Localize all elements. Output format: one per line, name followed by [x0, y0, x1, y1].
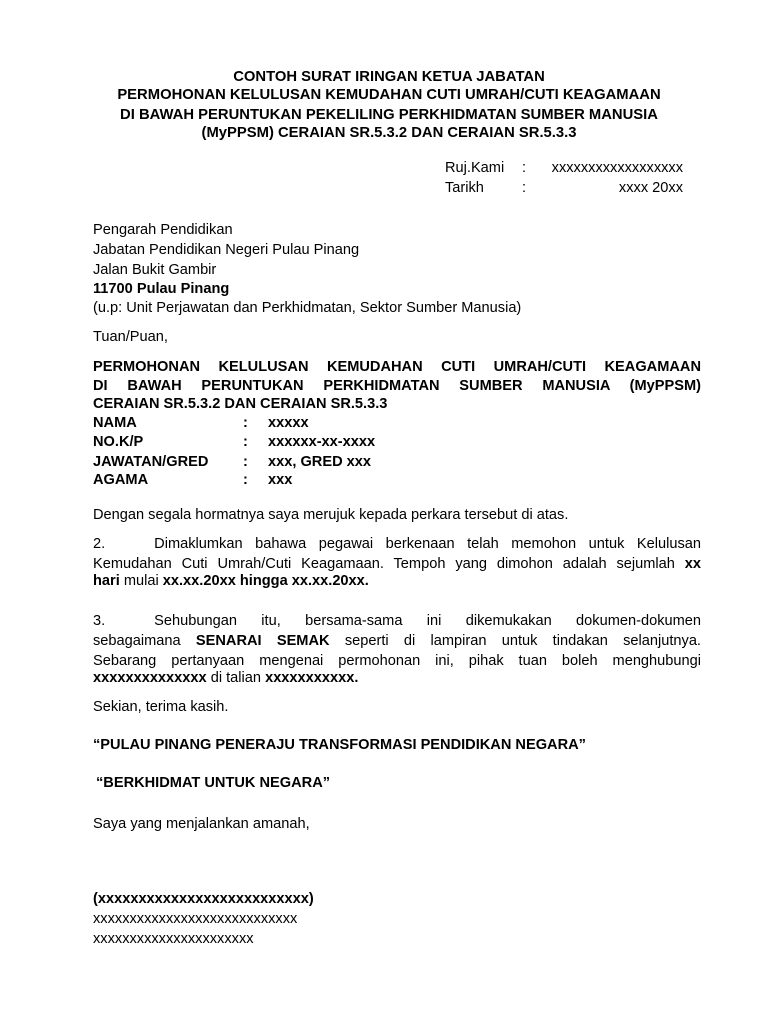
field-label: JAWATAN/GRED [93, 454, 209, 470]
address-line: Jalan Bukit Gambir [93, 262, 217, 278]
salutation: Tuan/Puan, [93, 329, 168, 345]
document-title: CONTOH SURAT IRINGAN KETUA JABATAN [233, 69, 545, 85]
paragraph-3-line: xxxxxxxxxxxxxx di talian xxxxxxxxxxx. [93, 670, 359, 686]
subject-line: DI BAWAH PERUNTUKAN PERKHIDMATAN SUMBER MANUSIA (MyPPSM) [93, 378, 701, 394]
address-line: Jabatan Pendidikan Negeri Pulau Pinang [93, 242, 360, 258]
field-label: NO.K/P [93, 434, 144, 450]
field-value: xxxxx [268, 415, 309, 431]
signatory-office: xxxxxxxxxxxxxxxxxxxxxx [93, 931, 254, 947]
field-label: AGAMA [93, 472, 149, 488]
field-colon: : [243, 472, 248, 488]
paragraph-2-line: hari mulai xx.xx.20xx hingga xx.xx.20xx. [93, 573, 369, 589]
field-label: NAMA [93, 415, 137, 431]
field-colon: : [243, 454, 248, 470]
slogan-1: “PULAU PINANG PENERAJU TRANSFORMASI PENDIDIKAN NEGARA” [93, 737, 586, 753]
document-subtitle-1: PERMOHONAN KELULUSAN KEMUDAHAN CUTI UMRAH/CUTI KEAGAMAAN [117, 87, 661, 103]
closing-line: Sekian, terima kasih. [93, 699, 229, 715]
paragraph-1: Dengan segala hormatnya saya merujuk kepada perkara tersebut di atas. [93, 507, 569, 523]
paragraph-number: 3. [93, 613, 106, 629]
field-colon: : [243, 415, 248, 431]
paragraph-3-line: sebagaimana SENARAI SEMAK seperti di lampiran untuk tindakan selanjutnya. [93, 633, 701, 649]
document-subtitle-2: DI BAWAH PERUNTUKAN PEKELILING PERKHIDMATAN SUMBER MANUSIA [120, 107, 658, 123]
paragraph-number: 2. [93, 536, 106, 552]
paragraph-3-line: 3. Sehubungan itu, bersama-sama ini dikemukakan dokumen-dokumen [93, 613, 701, 629]
signatory-name: (xxxxxxxxxxxxxxxxxxxxxxxxxx) [93, 891, 314, 907]
address-postcode: 11700 Pulau Pinang [93, 281, 230, 297]
field-value: xxx, GRED xxx [268, 454, 372, 470]
field-colon: : [243, 434, 248, 450]
ruj-colon: : [522, 160, 527, 176]
slogan-2: “BERKHIDMAT UNTUK NEGARA” [96, 775, 331, 791]
paragraph-2-line: Kemudahan Cuti Umrah/Cuti Keagamaan. Tempoh yang dimohon adalah sejumlah xx [93, 556, 701, 572]
subject-line: PERMOHONAN KELULUSAN KEMUDAHAN CUTI UMRAH/CUTI KEAGAMAAN [93, 359, 701, 375]
signoff-line: Saya yang menjalankan amanah, [93, 816, 310, 832]
address-attention: (u.p: Unit Perjawatan dan Perkhidmatan, Sektor Sumber Manusia) [93, 300, 522, 316]
field-value: xxxxxx-xx-xxxx [268, 434, 376, 450]
document-subtitle-3: (MyPPSM) CERAIAN SR.5.3.2 DAN CERAIAN SR.5.3.3 [201, 125, 577, 141]
paragraph-2-line: 2. Dimaklumkan bahawa pegawai berkenaan telah memohon untuk Kelulusan [93, 536, 701, 552]
subject-line: CERAIAN SR.5.3.2 DAN CERAIAN SR.5.3.3 [93, 396, 388, 412]
ruj-value: xxxxxxxxxxxxxxxxxx [551, 160, 683, 176]
signatory-position: xxxxxxxxxxxxxxxxxxxxxxxxxxxx [93, 911, 298, 927]
paragraph-3-line: Sebarang pertanyaan mengenai permohonan ini, pihak tuan boleh menghubungi [93, 653, 701, 669]
ruj-label: Ruj.Kami [445, 160, 505, 176]
tarikh-colon: : [522, 180, 527, 196]
field-value: xxx [268, 472, 293, 488]
tarikh-value: xxxx 20xx [618, 180, 683, 196]
tarikh-label: Tarikh [445, 180, 484, 196]
address-line: Pengarah Pendidikan [93, 222, 233, 238]
